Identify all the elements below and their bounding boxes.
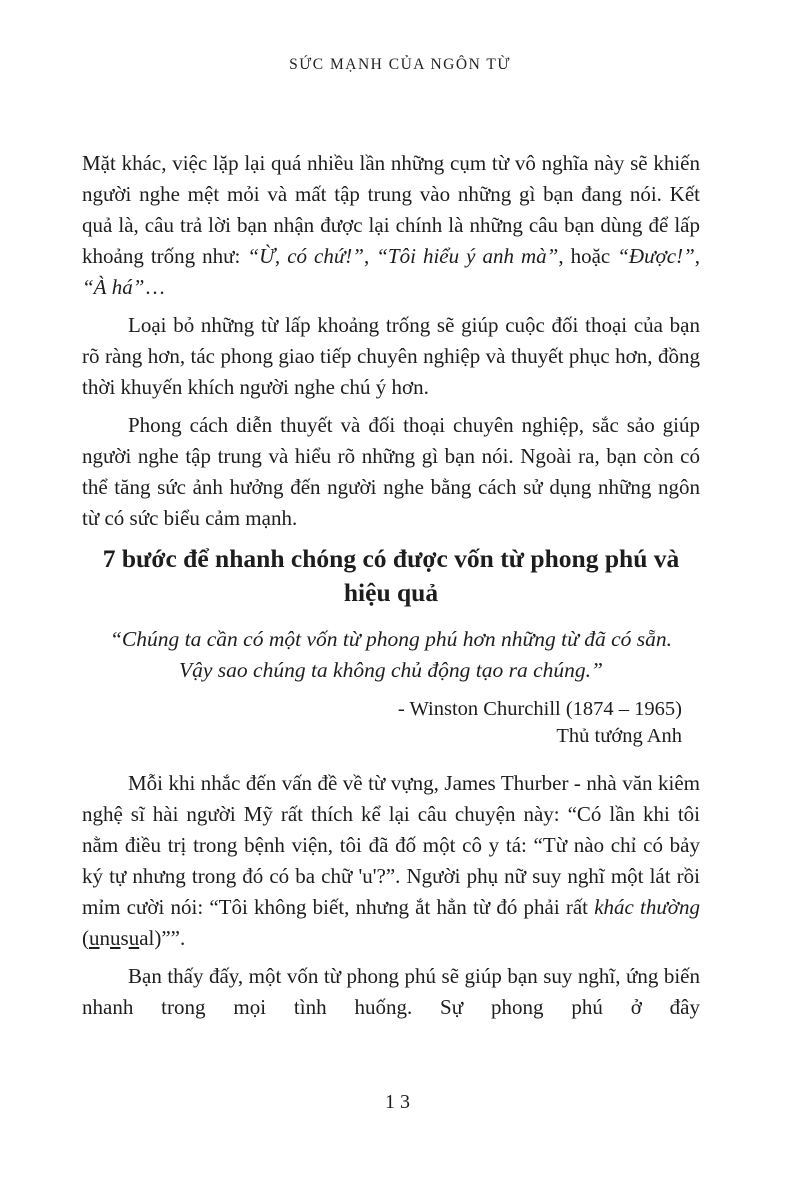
paragraph-text: Mặt khác, việc lặp lại quá nhiều lần những cụm từ vô nghĩa này sẽ khiến người nghe mệt mỏi và mất tập trung vào những gì bạn đang nói. Kết quả là, câu trả lời bạn nhận được lại chính là những câu bạn dùng để lấp khoảng trống như:: [82, 151, 700, 268]
letter: n: [99, 926, 110, 950]
underlined-letter-u: u: [110, 926, 121, 950]
quote-attribution-role: Thủ tướng Anh: [556, 725, 682, 747]
ellipsis: …: [144, 275, 166, 299]
paragraph-thurber-story: [82, 768, 700, 954]
paragraph-speaking-style: Phong cách diễn thuyết và đối thoại chuyên nghiệp, sắc sảo giúp người nghe tập trung và hiểu rõ những gì bạn nói. Ngoài ra, bạn còn có thể tăng sức ảnh hưởng đến người nghe bằng cách sử dụng những ngôn từ có sức biểu cảm mạnh.: [82, 413, 700, 530]
separator: (: [82, 926, 89, 950]
page-content: [82, 148, 700, 1023]
quote-attribution-name: - Winston Churchill (1874 – 1965): [397, 698, 682, 720]
page-number: 13: [385, 1091, 415, 1113]
filler-phrase-3: “Được!”: [617, 244, 695, 268]
underlined-letter-u: u: [128, 926, 140, 950]
underlined-letter-u: u: [89, 926, 100, 950]
letters: al: [139, 926, 155, 950]
paragraph-text-end: )””.: [154, 926, 186, 950]
filler-phrase-4: “À há”: [82, 275, 145, 299]
separator: ,: [694, 244, 700, 268]
separator: ,: [363, 244, 377, 268]
paragraph-filler-words: [82, 148, 700, 303]
paragraph-text: Mỗi khi nhắc đến vấn đề về từ vựng, James Thurber - nhà văn kiêm nghệ sĩ hài người Mỹ rất thích kể lại câu chuyện này: “Có lần khi tôi nằm điều trị trong bệnh viện, tôi đã đố một cô y tá: “Từ nào chỉ có bảy ký tự nhưng trong đó có ba chữ 'u'?”. Người phụ nữ suy nghĩ một lát rồi mỉm cười nói: “Tôi không biết, nhưng ắt hẳn từ đó phải rất: [82, 771, 700, 919]
separator: , hoặc: [558, 244, 618, 268]
filler-phrase-1: “Ừ, có chứ!”: [247, 244, 364, 268]
section-heading-7-steps: 7 bước để nhanh chóng có được vốn từ phong phú và hiệu quả: [102, 544, 680, 607]
filler-phrase-2: “Tôi hiểu ý anh mà”: [376, 244, 559, 268]
paragraph-remove-fillers: Loại bỏ những từ lấp khoảng trống sẽ giúp cuộc đối thoại của bạn rõ ràng hơn, tác phong giao tiếp chuyên nghiệp và thuyết phục hơn, đồng thời khuyến khích người nghe chú ý hơn.: [82, 313, 700, 399]
churchill-quote: “Chúng ta cần có một vốn từ phong phú hơn những từ đã có sẵn. Vậy sao chúng ta không chủ động tạo ra chúng.”: [109, 627, 673, 682]
running-head: SỨC MẠNH CỦA NGÔN TỪ: [289, 56, 511, 73]
letter: s: [120, 926, 129, 950]
emphasis-khac-thuong: khác thường: [594, 895, 700, 919]
paragraph-rich-vocabulary: Bạn thấy đấy, một vốn từ phong phú sẽ giúp bạn suy nghĩ, ứng biến nhanh trong mọi tình huống. Sự phong phú ở đây: [82, 964, 700, 1019]
quote-attribution-block: [82, 696, 682, 750]
